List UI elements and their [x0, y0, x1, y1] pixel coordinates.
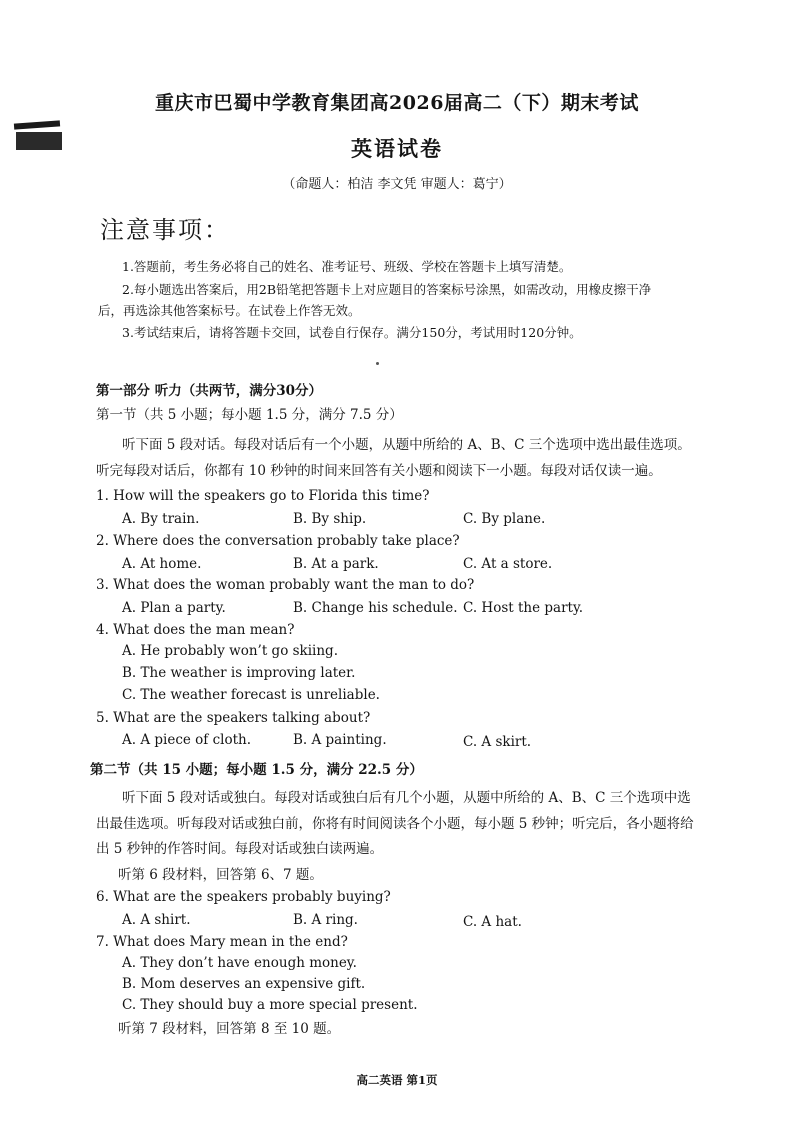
- notice-item-2-line-2: 后，再选涂其他答案标号。在试卷上作答无效。: [98, 303, 361, 318]
- page-footer: 高二英语 第1页: [356, 1073, 438, 1087]
- question-6-stem: 6. What are the speakers probably buying?: [96, 889, 391, 905]
- question-7-option-a: A. They don’t have enough money.: [122, 955, 357, 971]
- notice-item-3: 3.考试结束后，请将答题卡交回，试卷自行保存。满分150分，考试用时120分钟。: [122, 325, 582, 340]
- section1-instruction-line-1: 听下面 5 段对话。每段对话后有一个小题，从题中所给的 A、B、C 三个选项中选出最佳选项。: [122, 437, 691, 453]
- question-6-option-c: C. A hat.: [463, 914, 522, 930]
- question-3-stem: 3. What does the woman probably want the man to do?: [96, 577, 475, 593]
- notice-heading: 注意事项：: [100, 216, 230, 244]
- section1-instruction-line-2: 听完每段对话后，你都有 10 秒钟的时间来回答有关小题和阅读下一小题。每段对话仅读一遍。: [96, 463, 662, 479]
- notice-item-2-line-1: 2.每小题选出答案后，用2B铅笔把答题卡上对应题目的答案标号涂黑，如需改动，用橡皮擦干净: [122, 282, 652, 297]
- paper-title: 英语试卷: [351, 136, 443, 161]
- question-1-stem: 1. How will the speakers go to Florida this time?: [96, 488, 430, 504]
- question-7-stem: 7. What does Mary mean in the end?: [96, 934, 348, 950]
- question-1-option-c: C. By plane.: [463, 511, 546, 527]
- question-4-option-a: A. He probably won’t go skiing.: [122, 643, 338, 659]
- question-5-option-c: C. A skirt.: [463, 734, 532, 750]
- question-4-option-c: C. The weather forecast is unreliable.: [122, 687, 380, 703]
- question-7-option-c: C. They should buy a more special present.: [122, 997, 418, 1013]
- section2-instruction-line-2: 出最佳选项。听每段对话或独白前，你将有时间阅读各个小题，每小题 5 秒钟；听完后，各小题将给: [96, 816, 694, 832]
- notice-item-1: 1.答题前，考生务必将自己的姓名、准考证号、班级、学校在答题卡上填写清楚。: [122, 259, 572, 274]
- question-5-option-b: B. A painting.: [293, 732, 387, 748]
- material-6-note: 听第 6 段材料，回答第 6、7 题。: [118, 867, 323, 883]
- question-1-option-b: B. By ship.: [293, 511, 367, 527]
- question-5-option-a: A. A piece of cloth.: [122, 732, 251, 748]
- question-5-stem: 5. What are the speakers talking about?: [96, 710, 371, 726]
- question-4-stem: 4. What does the man mean?: [96, 622, 295, 638]
- section2-heading: 第二节（共 15 小题；每小题 1.5 分，满分 22.5 分）: [90, 762, 423, 778]
- question-1-option-a: A. By train.: [122, 511, 200, 527]
- school-title: 重庆市巴蜀中学教育集团高2026届高二（下）期末考试: [155, 92, 639, 114]
- question-2-option-a: A. At home.: [122, 556, 202, 572]
- speck: [376, 362, 379, 365]
- part1-heading: 第一部分 听力（共两节，满分30分）: [96, 383, 322, 399]
- question-7-option-b: B. Mom deserves an expensive gift.: [122, 976, 366, 992]
- question-3-option-c: C. Host the party.: [463, 600, 584, 616]
- question-6-option-b: B. A ring.: [293, 912, 358, 928]
- question-6-option-a: A. A shirt.: [122, 912, 191, 928]
- question-4-option-b: B. The weather is improving later.: [122, 665, 356, 681]
- material-7-note: 听第 7 段材料，回答第 8 至 10 题。: [118, 1021, 341, 1037]
- question-3-option-a: A. Plan a party.: [122, 600, 226, 616]
- section2-instruction-line-1: 听下面 5 段对话或独白。每段对话或独白后有几个小题，从题中所给的 A、B、C 三个选项中选: [122, 790, 691, 806]
- section1-heading: 第一节（共 5 小题；每小题 1.5 分，满分 7.5 分）: [96, 407, 403, 423]
- authors-line: （命题人：柏洁 李文凭 审题人：葛宁）: [282, 177, 512, 192]
- question-3-option-b: B. Change his schedule.: [293, 600, 458, 616]
- question-2-option-b: B. At a park.: [293, 556, 379, 572]
- question-2-stem: 2. Where does the conversation probably take place?: [96, 533, 460, 549]
- section2-instruction-line-3: 出 5 秒钟的作答时间。每段对话或独白读两遍。: [96, 841, 384, 857]
- question-2-option-c: C. At a store.: [463, 556, 553, 572]
